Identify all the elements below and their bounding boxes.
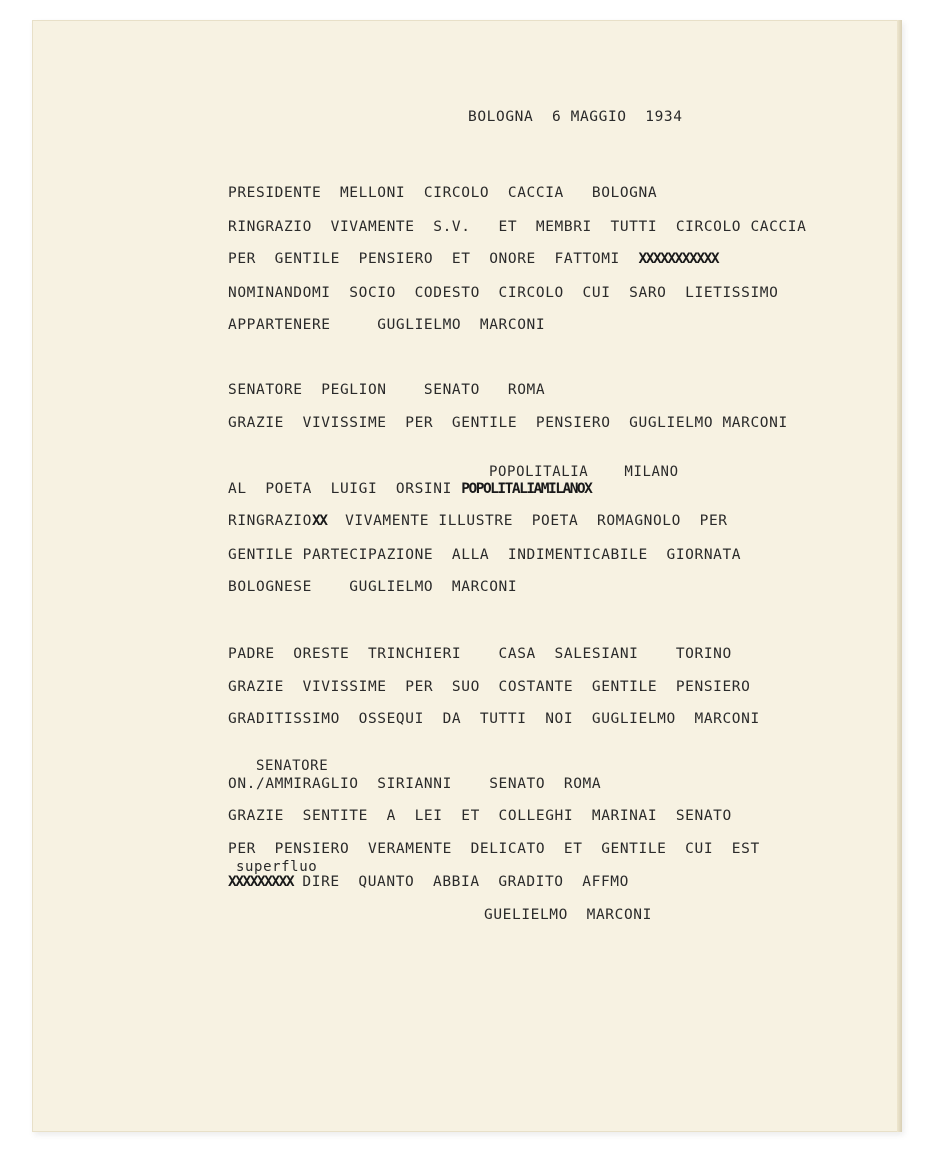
telegram3-addressee-text: AL POETA LUIGI ORSINI: [228, 481, 462, 497]
telegram3-line4: BOLOGNESE GUGLIELMO MARCONI: [228, 579, 518, 595]
telegram3-line2: [228, 512, 728, 530]
telegram1-line2: RINGRAZIO VIVAMENTE S.V. ET MEMBRI TUTTI CIRCOLO CACCIA: [228, 219, 807, 235]
telegram3-line3: GENTILE PARTECIPAZIONE ALLA INDIMENTICABILE GIORNATA: [228, 547, 742, 563]
telegram5-addressee: ON./AMMIRAGLIO SIRIANNI SENATO ROMA: [228, 776, 602, 792]
telegram5-line2: GRAZIE SENTITE A LEI ET COLLEGHI MARINAI SENATO: [228, 808, 732, 824]
telegram5-insertion-word: superfluo: [236, 859, 318, 875]
telegram4-line2: GRAZIE VIVISSIME PER SUO COSTANTE GENTILE PENSIERO: [228, 679, 751, 695]
telegram5-signature: GUELIELMO MARCONI: [484, 907, 652, 923]
telegram5-insertion-title: SENATORE: [256, 758, 329, 774]
telegram3-insertion: POPOLITALIA MILANO: [489, 464, 679, 480]
telegram4-addressee: PADRE ORESTE TRINCHIERI CASA SALESIANI TORINO: [228, 646, 732, 662]
telegram3-addressee: [228, 480, 591, 498]
telegram1-line3: [228, 250, 718, 268]
telegram5-line4: [228, 873, 629, 891]
telegram2-addressee: SENATORE PEGLION SENATO ROMA: [228, 382, 546, 398]
telegram4-line3: GRADITISSIMO OSSEQUI DA TUTTI NOI GUGLIELMO MARCONI: [228, 711, 760, 727]
telegram1-addressee: PRESIDENTE MELLONI CIRCOLO CACCIA BOLOGNA: [228, 185, 658, 201]
telegram1-line3-text: PER GENTILE PENSIERO ET ONORE FATTOMI: [228, 251, 639, 267]
paper-edge: [897, 20, 902, 1132]
telegram3-line2-a: RINGRAZIO: [228, 513, 312, 529]
struck-out-text: XXXXXXXXX: [228, 874, 294, 890]
telegram1-line5: APPARTENERE GUGLIELMO MARCONI: [228, 317, 546, 333]
telegram5-line4-text: DIRE QUANTO ABBIA GRADITO AFFMO: [293, 874, 629, 890]
struck-out-text: POPOLITALIAMILANOX: [461, 481, 592, 497]
struck-out-text: XX: [311, 513, 327, 529]
struck-out-text: XXXXXXXXXXX: [638, 251, 719, 267]
telegram3-line2-b: VIVAMENTE ILLUSTRE POETA ROMAGNOLO PER: [326, 513, 728, 529]
telegram5-line3: PER PENSIERO VERAMENTE DELICATO ET GENTILE CUI EST: [228, 841, 760, 857]
telegram1-line4: NOMINANDOMI SOCIO CODESTO CIRCOLO CUI SARO LIETISSIMO: [228, 285, 779, 301]
date-line: BOLOGNA 6 MAGGIO 1934: [468, 109, 683, 125]
telegram2-line2: GRAZIE VIVISSIME PER GENTILE PENSIERO GUGLIELMO MARCONI: [228, 415, 788, 431]
